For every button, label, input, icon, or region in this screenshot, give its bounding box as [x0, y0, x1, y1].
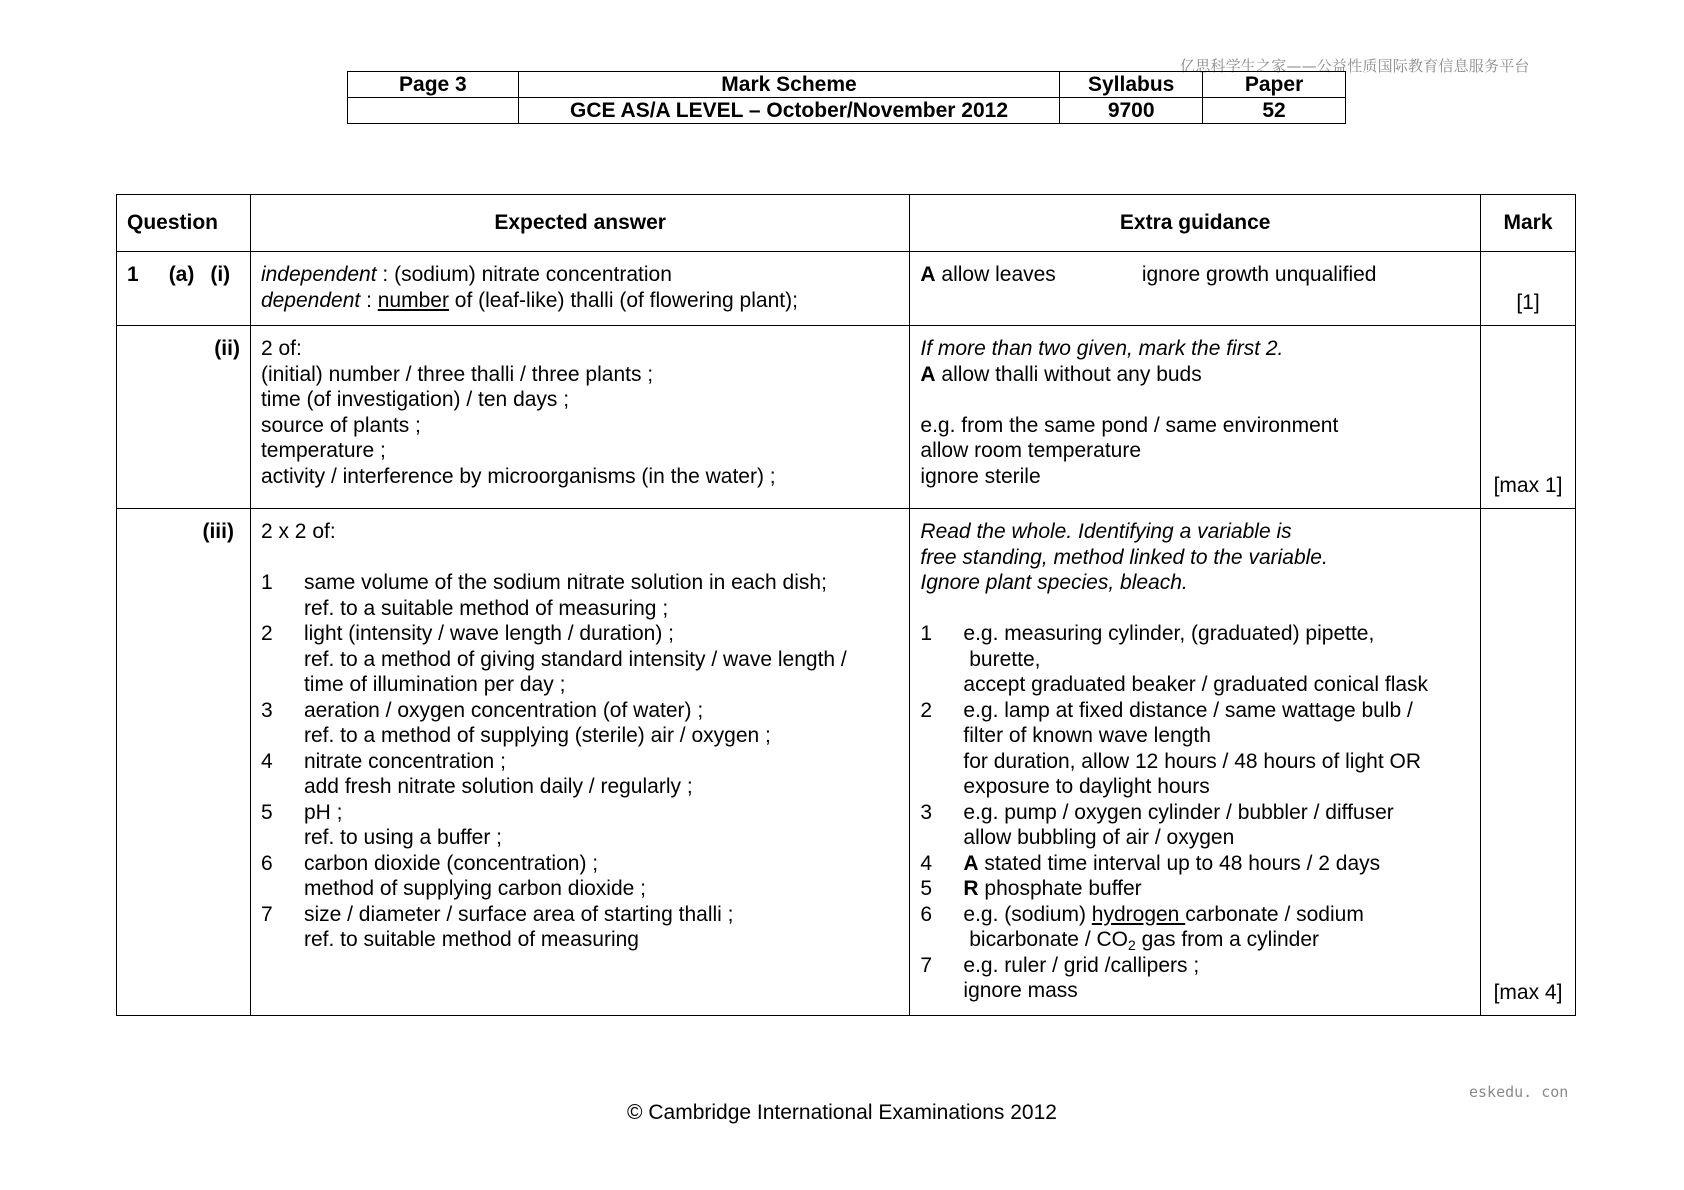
header-table: [347, 71, 1346, 124]
mark-value: [1]: [1481, 252, 1576, 326]
table-header-row: [117, 195, 1576, 252]
mark-value: [max 4]: [1481, 509, 1576, 1016]
dependent-underlined: number: [377, 288, 449, 312]
independent-label: independent: [260, 263, 377, 286]
header-paper: Paper: [1203, 72, 1346, 98]
list-item: 3 e.g. pump / oxygen cylinder / bubbler / diffuser allow bubbling of air / oxygen: [920, 800, 1394, 849]
header-page: Page 3: [348, 72, 519, 98]
list-item: 3 aeration / oxygen concentration (of water) ; ref. to a method of supplying (sterile) air / oxygen ;: [260, 698, 771, 747]
allow-marker: A: [920, 263, 936, 286]
q-num: 1: [127, 263, 139, 286]
q-sub: (iii): [202, 520, 234, 543]
expected-answer: [250, 252, 909, 326]
list-item: 1 same volume of the sodium nitrate solution in each dish; ref. to a suitable method of measuring ;: [260, 571, 827, 620]
table-row: [117, 326, 1576, 509]
q-part: (a): [168, 263, 195, 286]
mark-value: [max 1]: [1481, 326, 1576, 509]
list-item: 6 carbon dioxide (concentration) ; method of supplying carbon dioxide ;: [260, 851, 647, 900]
question-number: [117, 509, 251, 1016]
list-item: 2 e.g. lamp at fixed distance / same wattage bulb / filter of known wave length for duration, allow 12 hours / 48 hours of light OR exposure to daylight hours: [920, 698, 1421, 798]
list-item: 4 nitrate concentration ; add fresh nitrate solution daily / regularly ;: [260, 749, 693, 798]
col-question: Question: [117, 195, 251, 252]
watermark-top: 亿思科学生之家——公益性质国际教育信息服务平台: [1180, 57, 1530, 75]
answer-line: 2 of:: [260, 337, 302, 360]
header-paper-number: 52: [1203, 98, 1346, 124]
header-mark-scheme: Mark Scheme: [518, 72, 1059, 98]
answer-line: temperature ;: [260, 439, 386, 462]
guidance-line: allow room temperature: [920, 439, 1141, 462]
col-mark: Mark: [1481, 195, 1576, 252]
col-extra-guidance: Extra guidance: [910, 195, 1481, 252]
independent-text: : (sodium) nitrate concentration: [376, 263, 672, 286]
list-item: 4 A stated time interval up to 48 hours / 2 days: [920, 851, 1381, 875]
copyright-footer: © Cambridge International Examinations 2012: [627, 1101, 1057, 1124]
expected-answer: [250, 509, 909, 1016]
guidance-note: If more than two given, mark the first 2.: [920, 337, 1284, 360]
question-number: [117, 252, 251, 326]
dependent-text: of (leaf-like) thalli (of flowering plant);: [448, 288, 798, 312]
list-item: 2 light (intensity / wave length / duration) ; ref. to a method of giving standard intensity / wave length / time of illumination per day ;: [260, 622, 847, 696]
expected-answer: [250, 326, 909, 509]
guidance-note: Read the whole. Identifying a variable is: [920, 520, 1292, 543]
answer-line: time (of investigation) / ten days ;: [260, 388, 570, 411]
guidance-text-2: ignore growth unqualified: [1141, 263, 1377, 286]
allow-marker: A: [920, 362, 936, 386]
header-exam-title: GCE AS/A LEVEL – October/November 2012: [518, 98, 1059, 124]
list-item: 5 pH ; ref. to using a buffer ;: [260, 800, 503, 849]
table-row: [117, 252, 1576, 326]
guidance-line: ignore sterile: [920, 464, 1041, 488]
header-empty: [348, 98, 519, 124]
list-item: 6 e.g. (sodium) hydrogen carbonate / sodium bicarbonate / $CO_2$ gas from a cylinder: [920, 902, 1364, 953]
guidance-text: allow leaves: [935, 263, 1056, 286]
mark-scheme-table: [116, 194, 1576, 1016]
question-number: [117, 326, 251, 509]
answer-intro: 2 x 2 of:: [260, 520, 336, 543]
header-syllabus-code: 9700: [1060, 98, 1203, 124]
list-item: 7 size / diameter / surface area of starting thalli ; ref. to suitable method of measuring: [260, 902, 734, 951]
list-item: 1 e.g. measuring cylinder, (graduated) pipette, burette, accept graduated beaker / graduated conical flask: [920, 622, 1429, 696]
answer-line: (initial) number / three thalli / three plants ;: [260, 362, 654, 386]
guidance-note: free standing, method linked to the variable.: [920, 545, 1328, 569]
answer-line: activity / interference by microorganisms (in the water) ;: [260, 464, 776, 488]
extra-guidance: [910, 326, 1481, 509]
extra-guidance: [910, 252, 1481, 326]
list-item: 5 R phosphate buffer: [920, 877, 1142, 900]
table-row: [117, 509, 1576, 1016]
dependent-label: dependent: [260, 288, 361, 312]
header-syllabus: Syllabus: [1060, 72, 1203, 98]
dependent-sep: :: [360, 288, 378, 312]
q-sub: (i): [210, 263, 231, 286]
extra-guidance: [910, 509, 1481, 1016]
q-sub: (ii): [214, 337, 240, 360]
watermark-bottom: eskedu. con: [1469, 1083, 1569, 1101]
list-item: 7 e.g. ruler / grid /callipers ; ignore mass: [920, 953, 1200, 1002]
col-expected-answer: Expected answer: [250, 195, 909, 252]
guidance-note: Ignore plant species, bleach.: [920, 571, 1188, 594]
guidance-line: e.g. from the same pond / same environment: [920, 413, 1339, 437]
answer-line: source of plants ;: [260, 413, 421, 437]
guidance-text: allow thalli without any buds: [935, 362, 1202, 386]
